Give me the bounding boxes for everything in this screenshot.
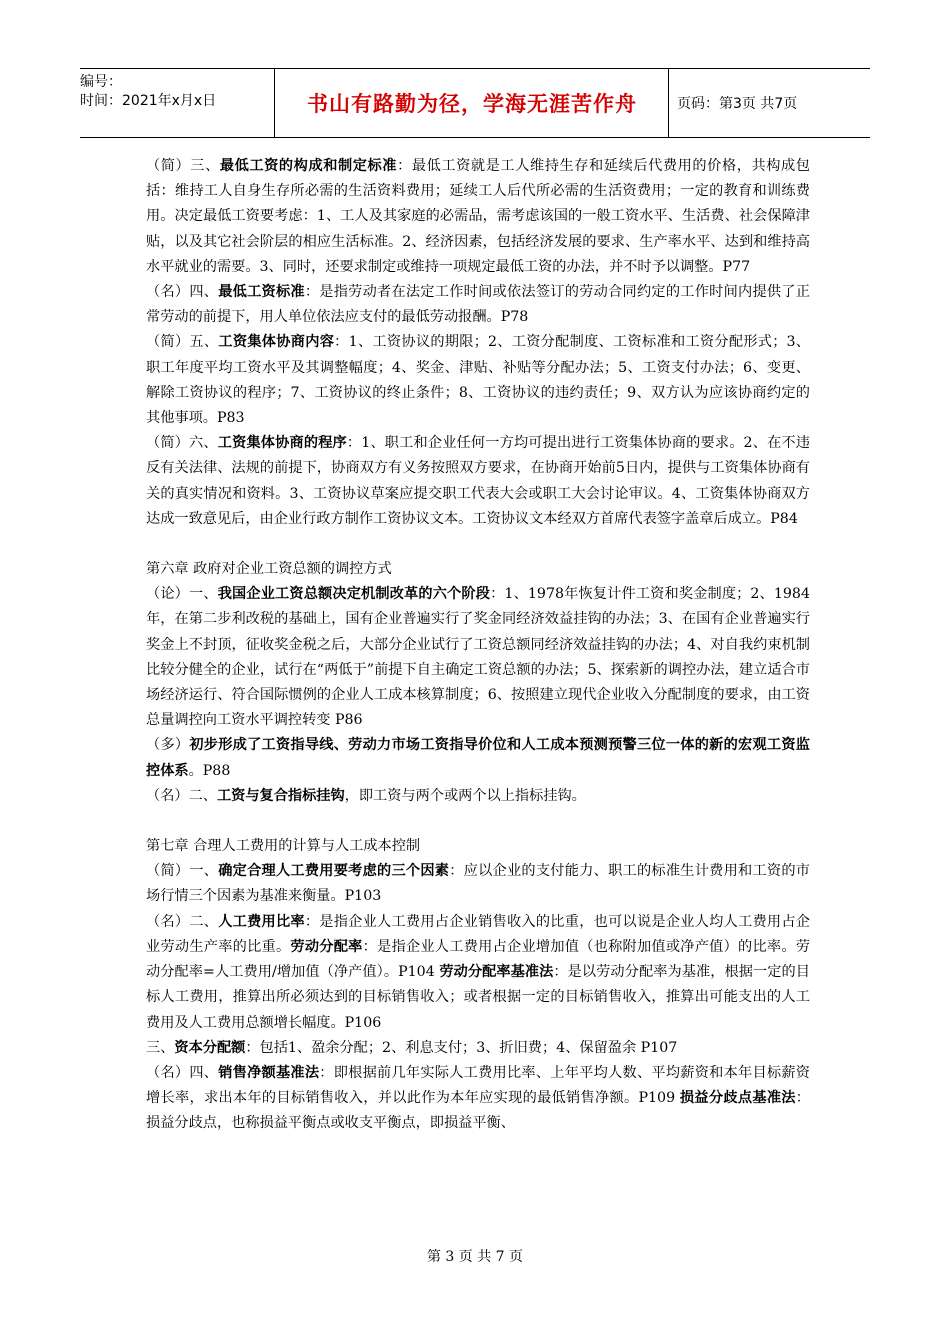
- paragraph-text: 第六章 政府对企业工资总额的调控方式: [146, 561, 392, 578]
- paragraph-text: ：是指企业人工费用占企业增加值（也称附加值或净产值）的比率。劳动分配率=人工费用/增加值（净产值）。P104: [146, 938, 810, 981]
- paragraph-gap: [146, 809, 810, 834]
- paragraph: [146, 582, 810, 733]
- paragraph-text: （名）二、: [146, 787, 217, 804]
- term-heading: 劳动分配率: [290, 938, 363, 955]
- term-heading: 损益分歧点基准法: [679, 1090, 796, 1107]
- term-heading: 工资集体协商内容: [218, 334, 335, 351]
- paragraph: [146, 330, 810, 431]
- header-motto: 书山有路勤为径，学海无涯苦作舟: [307, 91, 637, 116]
- paragraph: [146, 431, 810, 532]
- term-heading: 初步形成了工资指导线、劳动力市场工资指导价位和人工成本预测预警三位一体的新的宏观工资监控体系: [146, 737, 810, 779]
- header-page-info: 页码：第3页 共7页: [677, 96, 798, 112]
- header-meta: [80, 69, 275, 137]
- term-heading: 工资与复合指标挂钩: [216, 787, 345, 804]
- term-heading: 工资集体协商的程序: [217, 435, 347, 452]
- paragraph-text: 第七章 合理人工费用的计算与人工成本控制: [146, 838, 421, 855]
- paragraph: [146, 859, 810, 909]
- paragraph-text: （简）六、: [146, 435, 218, 452]
- page-header: [80, 68, 870, 138]
- paragraph-text: ：1、1978年恢复计件工资和奖金制度；2、1984年，在第二步利改税的基础上，国有企业普遍实行了奖金同经济效益挂钩的办法；3、在国有企业普遍实行奖金上不封顶，征收奖金税之后，大部分企业试行了工资总额同经济效益挂钩的办法；4、对自我约束机制比较分健全的企业，试行在“两低于”前提下自主确定工资总额的办法；5、探索新的调控办法，建立适合市场经济运行、符合国际惯例的企业人工成本核算制度；6、按照建立现代企业收入分配制度的要求，由工资总量调控向工资水平调控转变 P86: [146, 586, 810, 729]
- paragraph-text: （名）二、: [146, 913, 219, 930]
- paragraph-text: ：即根据前几年实际人工费用比率、上年平均人数、平均薪资和本年目标薪资增长率，求出本年的目标销售收入，并以此作为本年应实现的最低销售净额。P109: [146, 1064, 810, 1107]
- paragraph-text: ：是指企业人工费用占企业销售收入的比重，也可以说是企业人均人工费用占企业劳动生产率的比重。: [146, 913, 810, 955]
- paragraph-text: 三、: [146, 1039, 175, 1056]
- paragraph-text: （多）: [146, 737, 190, 754]
- paragraph: [146, 557, 810, 582]
- paragraph: [146, 784, 810, 809]
- document-number-label: 编号：: [80, 74, 122, 90]
- term-heading: 我国企业工资总额决定机制改革的六个阶段: [217, 586, 491, 603]
- paragraph-text: ：最低工资就是工人维持生存和延续后代费用的价格，共构成包括：维持工人自身生存所必需的生活资料费用；延续工人后代所必需的生活资费用；一定的教育和训练费用。决定最低工资要考虑：1、工人及其家庭的必需品，需考虑该国的一般工资水平、生活费、社会保障津贴，以及其它社会阶层的相应生活标准。2、经济因素，包括经济发展的要求、生产率水平、达到和维持高水平就业的需要。3、同时，还要求制定或维持一项规定最低工资的办法，并不时予以调整。P77: [146, 158, 810, 275]
- paragraph: [146, 910, 810, 1036]
- term-heading: 劳动分配率基准法: [439, 964, 554, 981]
- paragraph-text: ：是指劳动者在法定工作时间或依法签订的劳动合同约定的工作时间内提供了正常劳动的前提下，用人单位依法应支付的最低劳动报酬。P78: [146, 284, 810, 326]
- paragraph-text: （简）三、: [146, 158, 220, 174]
- term-heading: 销售净额基准法: [218, 1064, 320, 1081]
- term-heading: 人工费用比率: [218, 913, 305, 930]
- paragraph-text: ：是以劳动分配率为基准，根据一定的目标人工费用，推算出所必须达到的目标销售收入；或者根据一定的目标销售收入，推算出可能支出的人工费用及人工费用总额增长幅度。P106: [146, 964, 810, 1031]
- term-heading: 资本分配额: [174, 1039, 246, 1056]
- paragraph-text: ：包括1、盈余分配；2、利息支付；3、折旧费；4、保留盈余 P107: [245, 1039, 678, 1056]
- paragraph-text: （简）一、: [146, 863, 219, 880]
- paragraph: [146, 1061, 810, 1137]
- paragraph-text: ，即工资与两个或两个以上指标挂钩。: [344, 787, 586, 804]
- paragraph: [146, 834, 810, 859]
- paragraph-text: 。P88: [188, 762, 231, 779]
- paragraph: [146, 1036, 810, 1061]
- header-motto-cell: [276, 69, 669, 137]
- paragraph-text: ：应以企业的支付能力、职工的标准生计费用和工资的市场行情三个因素为基准来衡量。P103: [146, 863, 810, 905]
- paragraph-text: ：1、职工和企业任何一方均可提出进行工资集体协商的要求。2、在不违反有关法律、法规的前提下，协商双方有义务按照双方要求，在协商开始前5日内，提供与工资集体协商有关的真实情况和资料。3、工资协议草案应提交职工代表大会或职工大会讨论审议。4、工资集体协商双方达成一致意见后，由企业行政方制作工资协议文本。工资协议文本经双方首席代表签字盖章后成立。P84: [146, 435, 810, 527]
- paragraph-text: （简）五、: [146, 334, 219, 351]
- paragraph-gap: [146, 532, 810, 557]
- term-heading: 最低工资标准: [218, 284, 305, 301]
- paragraph-text: （名）四、: [146, 1064, 219, 1081]
- paragraph: [146, 154, 810, 280]
- document-body: [146, 154, 810, 1137]
- term-heading: 确定合理人工费用要考虑的三个因素: [218, 863, 450, 880]
- paragraph-text: （名）四、: [146, 284, 219, 301]
- paragraph: [146, 733, 810, 783]
- page-footer: 第 3 页 共 7 页: [426, 1249, 524, 1265]
- term-heading: 最低工资的构成和制定标准: [219, 158, 398, 174]
- paragraph-text: （论）一、: [146, 586, 218, 603]
- paragraph-text: ：1、工资协议的期限；2、工资分配制度、工资标准和工资分配形式；3、职工年度平均工资水平及其调整幅度；4、奖金、津贴、补贴等分配办法；5、工资支付办法；6、变更、解除工资协议的程序；7、工资协议的终止条件；8、工资协议的违约责任；9、双方认为应该协商约定的其他事项。P83: [146, 334, 810, 427]
- document-date: 时间：2021年x月x日: [80, 93, 217, 109]
- paragraph-text: ：损益分歧点，也称损益平衡点或收支平衡点，即损益平衡、: [146, 1090, 810, 1132]
- paragraph: [146, 280, 810, 330]
